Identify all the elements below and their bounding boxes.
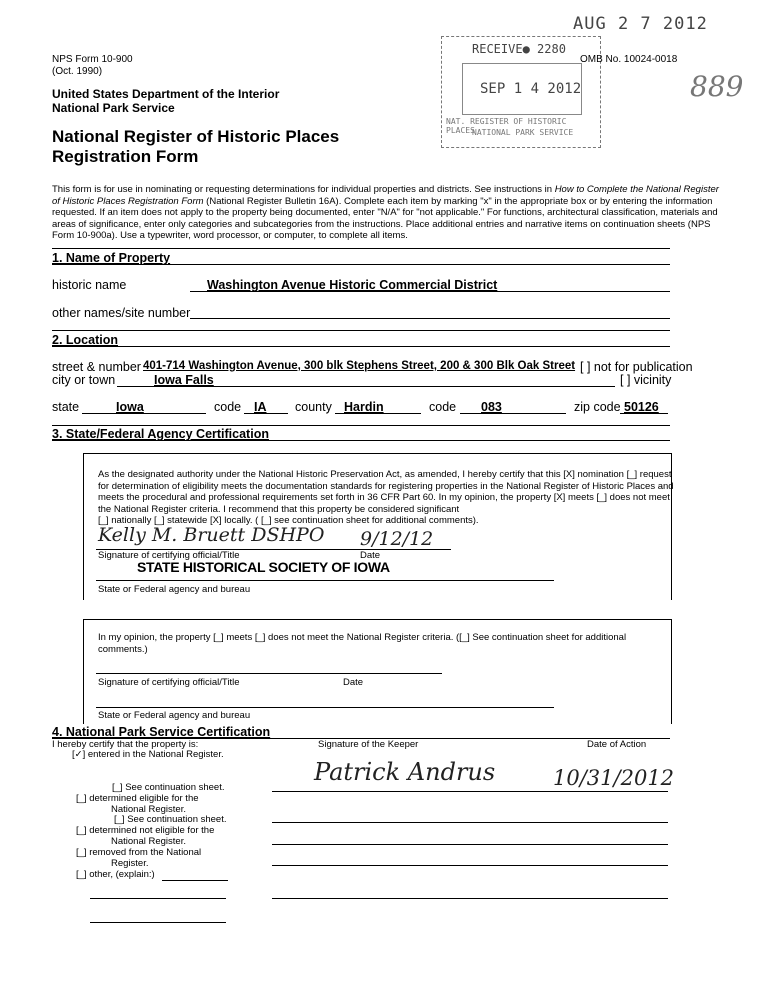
opinion-agency-label: State or Federal agency and bureau [98,710,251,721]
field-line [190,318,670,319]
state-label: state [52,400,80,414]
keeper-line [272,791,668,792]
department-name: United States Department of the Interior [52,87,280,101]
county-label: county [295,400,332,414]
divider [52,346,670,347]
explain-line [162,880,228,881]
agency-label: State or Federal agency and bureau [98,584,251,595]
other-names-label: other names/site number [52,306,191,320]
agency-line [96,580,554,581]
form-title-line2: Registration Form [52,147,199,166]
opinion-signature-label: Signature of certifying official/Title [98,677,240,688]
intro-text-2: (National Register Bulletin 16A). Complete each item by marking "x" in the appropriate box or by entering the information requested. If an item does not apply to the property being documented, enter "N/A" for "not applicable." For functions, architectural classification, materials and areas of significance, enter only categories and subcategories from the instructions. Place additional entries and narrative items on continuation sheets (NPS Form 10-900a). Use a typewriter, word processor, or computer, to complete all items. [52,195,718,241]
state-cert-text: As the designated authority under the National Historic Preservation Act, as amended, I hereby certify that this [X] nomination [_] request for determination of eligibility meets the documentation standards for registering properties in the National Register of Historic Places and meets the procedural and professional requirements set forth in 36 CFR Part 60. In my opinion, the property [X] meets [_] does not meet the National Register criteria. I recommend that this property be considered significant [98,469,674,515]
field-line [82,413,206,414]
form-number: NPS Form 10-900 [52,54,133,65]
state-date-label: Date [360,550,381,561]
keeper-line [272,898,668,899]
county-code-label: code [429,400,457,414]
state-signature-label: Signature of certifying official/Title [98,550,240,561]
not-for-publication: [ ] not for publication [580,360,693,374]
field-line [190,291,670,292]
divider [52,248,670,249]
opinion-date-label: Date [343,677,364,688]
received-date-stamp-top: AUG 2 7 2012 [573,14,708,34]
state-value: Iowa [116,400,144,414]
intro-paragraph [52,184,724,242]
explain-line [90,922,226,923]
signature-line [96,673,442,674]
intro-text-1: This form is for use in nominating or requesting determinations for individual properties and districts. See instructions in [52,184,555,195]
removed-from-register: [_] removed from the National [76,847,202,858]
national-register-2: National Register. [111,836,186,847]
form-date: (Oct. 1990) [52,66,103,77]
section1-heading: 1. Name of Property [52,251,171,265]
county-value: Hardin [344,400,384,414]
section3-heading: 3. State/Federal Agency Certification [52,427,269,441]
field-line [117,386,615,387]
see-continuation-1: [_] See continuation sheet. [112,782,225,793]
county-code-value: 083 [481,400,502,414]
historic-name-value: Washington Avenue Historic Commercial District [207,278,498,292]
keeper-line [272,844,668,845]
date-of-action: 10/31/2012 [553,766,675,790]
city-value: Iowa Falls [154,373,214,387]
handwritten-number: 889 [690,70,744,103]
national-register-1: National Register. [111,804,186,815]
received-stamp-date: SEP 1 4 2012 [480,81,582,97]
vicinity: [ ] vicinity [620,373,672,387]
explain-line [90,898,226,899]
state-signature-date: 9/12/12 [360,528,434,550]
received-stamp [441,36,601,148]
determined-eligible: [_] determined eligible for the [76,793,199,804]
city-label: city or town [52,373,116,387]
state-code-value: IA [254,400,267,414]
zip-value: 50126 [624,400,659,414]
street-value: 401-714 Washington Avenue, 300 blk Stephens Street, 200 & 300 Blk Oak Street [143,360,576,372]
divider [52,264,670,265]
field-line [244,413,288,414]
received-stamp-line1: RECEIVE● 2280 [472,42,566,56]
see-continuation-2: [_] See continuation sheet. [114,814,227,825]
state-official-signature: Kelly M. Bruett DSHPO [98,524,325,546]
received-stamp-line3: NAT. REGISTER OF HISTORIC PLACES [446,117,567,135]
entered-in-register: [✓] entered in the National Register. [72,749,224,760]
nps-intro: I hereby certify that the property is: [52,739,199,750]
register-label: Register. [111,858,149,869]
section2-heading: 2. Location [52,333,118,347]
keeper-line [272,822,668,823]
agency-stamp: STATE HISTORICAL SOCIETY OF IOWA [137,559,390,575]
historic-name-label: historic name [52,278,127,292]
service-name: National Park Service [52,101,175,115]
form-title-line1: National Register of Historic Places [52,127,340,146]
street-label: street & number [52,360,141,374]
opinion-text: In my opinion, the property [_] meets [_] does not meet the National Register criteria. ([_] See continuation sheet for additional comments.) [98,632,627,655]
agency-line [96,707,554,708]
field-line [335,413,421,414]
keeper-signature: Patrick Andrus [314,758,496,786]
intro-text-italic: How to Complete the National Register of Historic Places Registration Form [52,184,719,207]
divider [52,330,670,331]
section4-heading: 4. National Park Service Certification [52,725,271,739]
keeper-line [272,865,668,866]
state-code-label: code [214,400,242,414]
keeper-signature-label: Signature of the Keeper [318,739,419,750]
omb-number: OMB No. 10024-0018 [580,54,678,65]
significance-line: [_] nationally [_] statewide [X] locally. ( [_] see continuation sheet for additional comments). [98,515,479,526]
divider [52,440,670,441]
date-of-action-label: Date of Action [587,739,647,750]
field-line [460,413,566,414]
field-line [620,413,668,414]
determined-not-eligible: [_] determined not eligible for the [76,825,215,836]
received-stamp-line4: NATIONAL PARK SERVICE [472,128,574,137]
divider [52,425,670,426]
zip-label: zip code [574,400,621,414]
other-explain: [_] other, (explain:) [76,869,155,880]
